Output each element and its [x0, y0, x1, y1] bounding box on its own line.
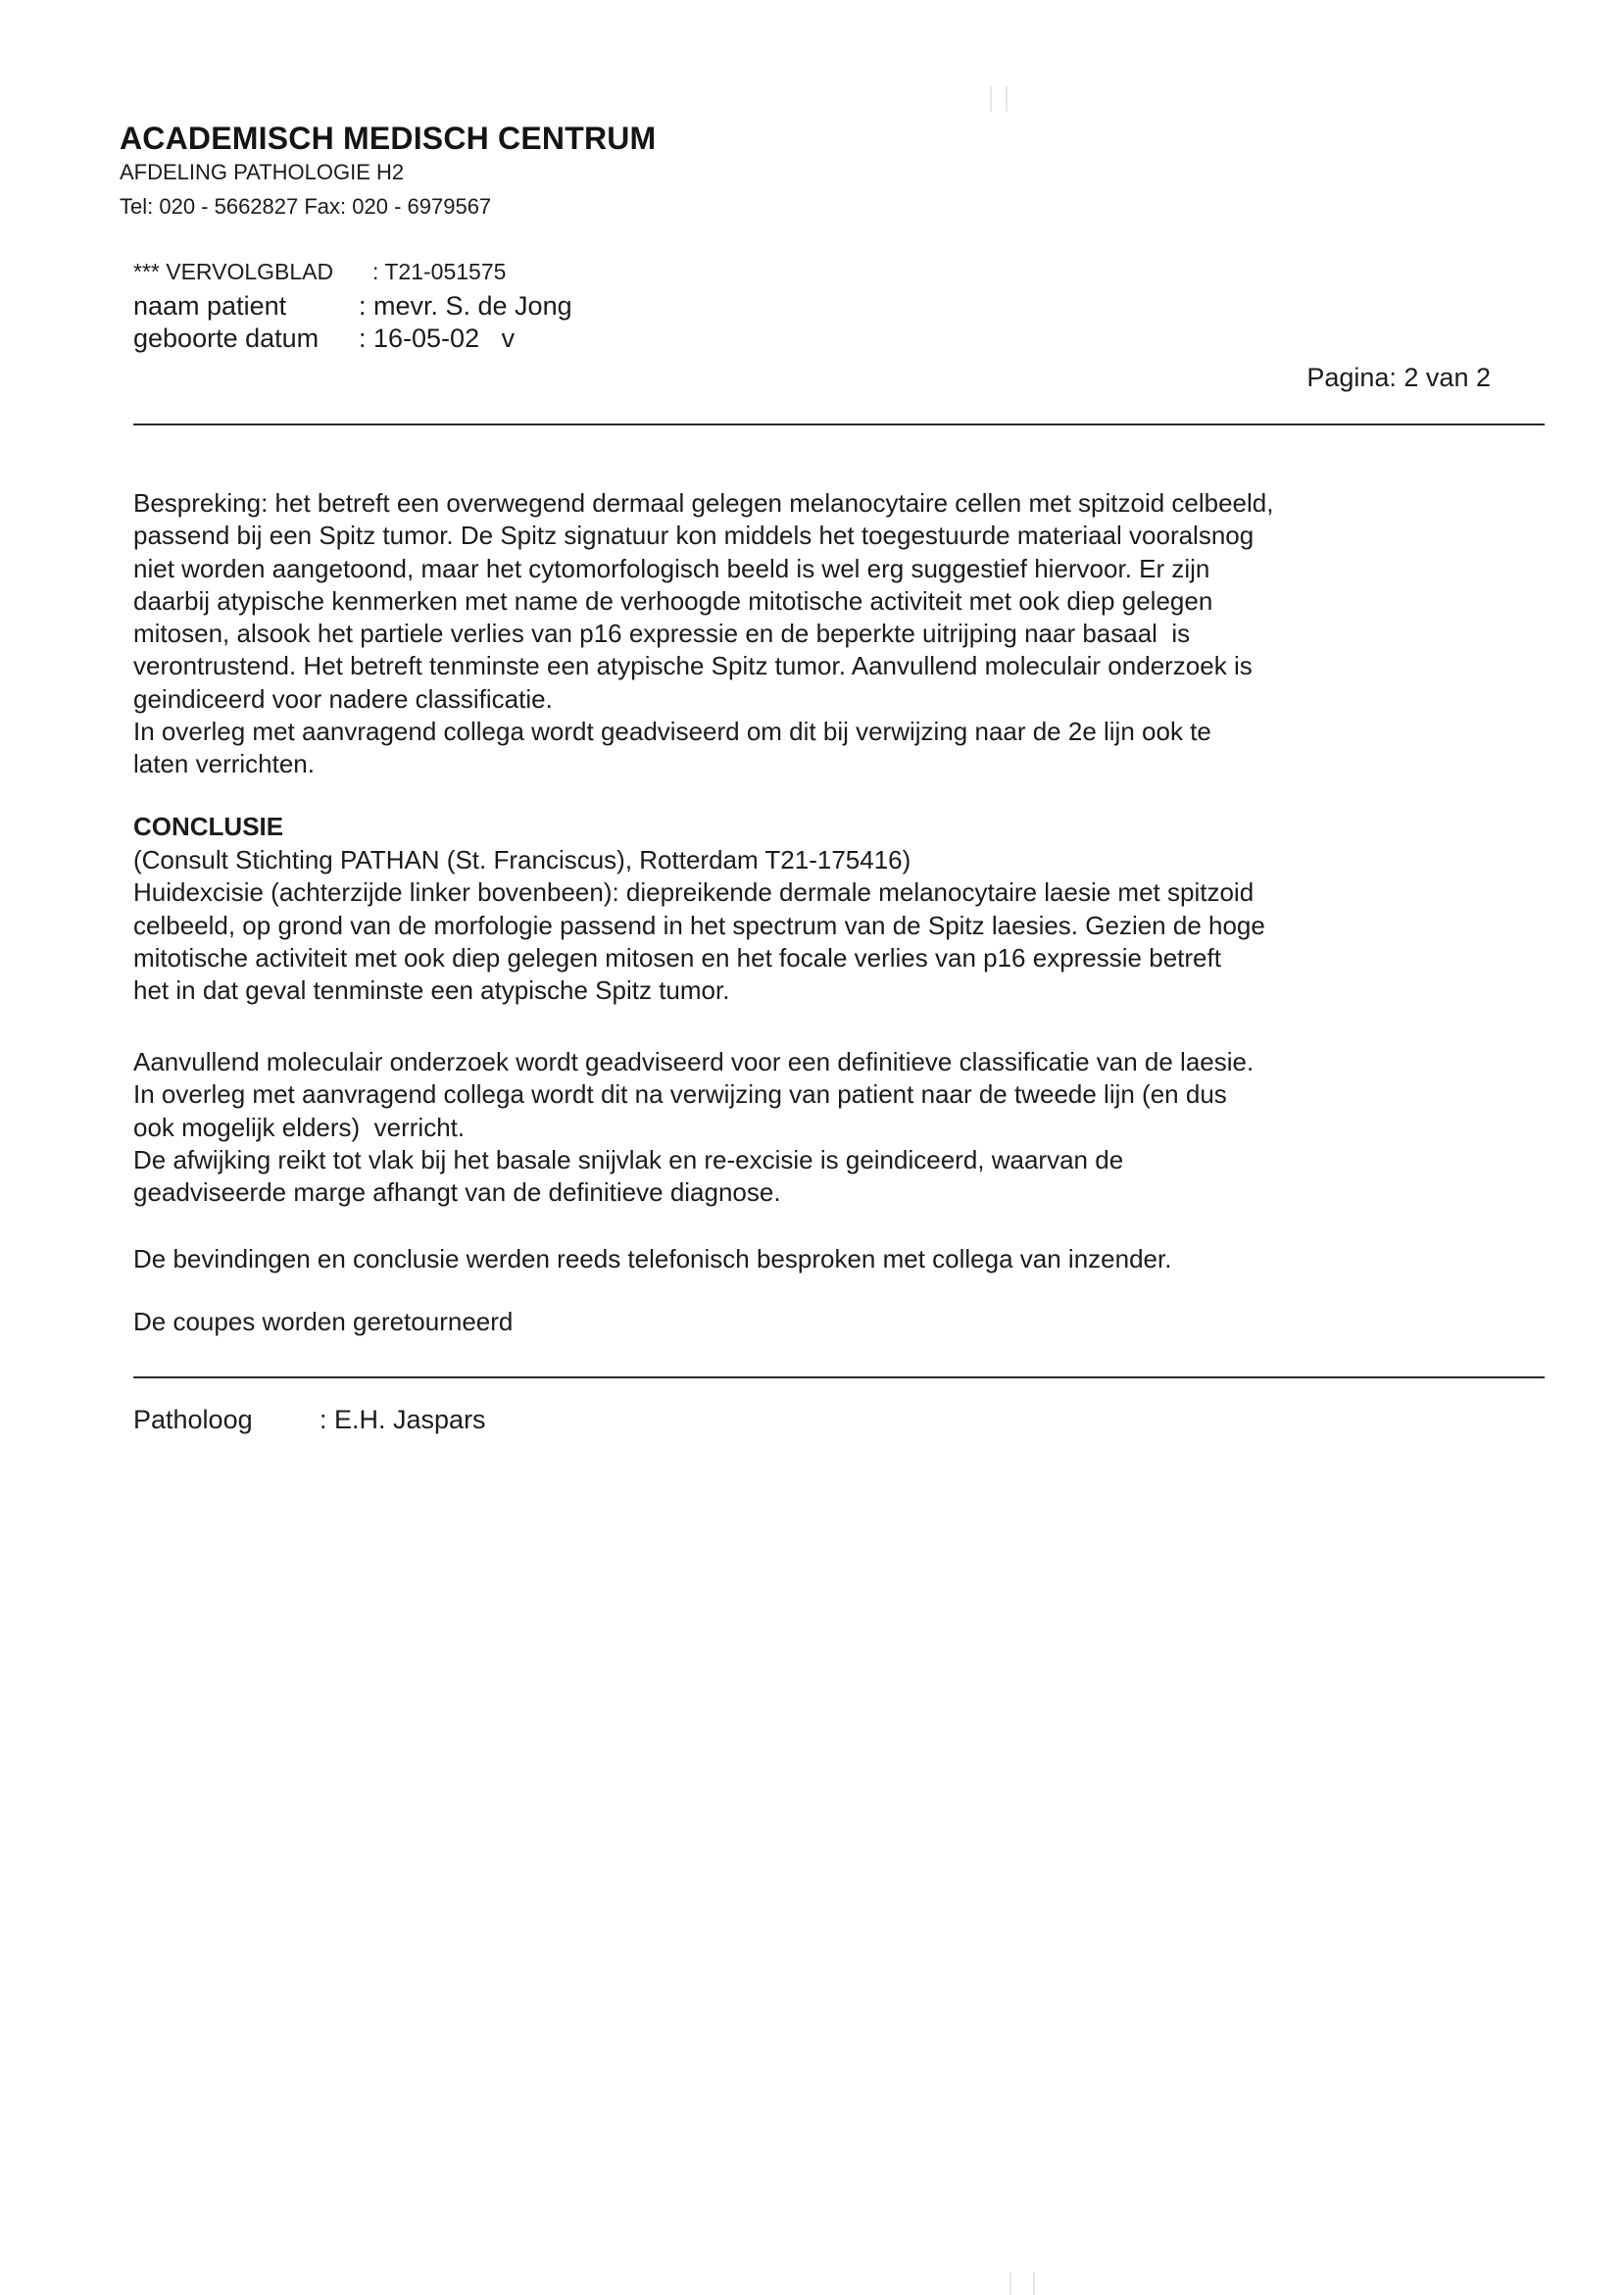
text-line: geindiceerd voor nadere classificatie.: [133, 683, 553, 714]
text-line: laten verrichten.: [133, 749, 315, 779]
text-line: passend bij een Spitz tumor. De Spitz signatuur kon middels het toegestuurde materiaal vooralsnog: [133, 521, 1255, 551]
coupes-line: [133, 1306, 1564, 1338]
text-line: Huidexcisie (achterzijde linker bovenbeen): diepreikende dermale melanocytaire laesie met spitzoid: [133, 877, 1255, 908]
text-line: niet worden aangetoond, maar het cytomorfologisch beeld is wel erg suggestief hiervoor. Er zijn: [133, 553, 1210, 583]
divider-top: [133, 424, 1545, 425]
organization-name: ACADEMISCH MEDISCH CENTRUM: [120, 121, 657, 156]
text-line: Aanvullend moleculair onderzoek wordt geadviseerd voor een definitieve classificatie van de laesie.: [133, 1047, 1255, 1076]
text-line: Bespreking: het betreft een overwegend dermaal gelegen melanocytaire cellen met spitzoid celbeeld,: [133, 488, 1274, 518]
pathologist-value: : E.H. Jaspars: [320, 1405, 486, 1434]
department-name: AFDELING PATHOLOGIE H2: [120, 160, 405, 184]
birth-date-label: geboorte datum: [133, 324, 320, 353]
text-line: De bevindingen en conclusie werden reeds telefonisch besproken met collega van inzender.: [133, 1244, 1172, 1273]
scan-mark: [1006, 86, 1008, 112]
vervolgblad-label: *** VERVOLGBLAD: [133, 259, 334, 284]
advies-paragraph: [133, 1046, 1564, 1209]
vervolgblad-row: [133, 259, 507, 285]
text-line: De afwijking reikt tot vlak bij het basale snijvlak en re-excisie is geindiceerd, waarvan de: [133, 1144, 1124, 1174]
text-line: De coupes worden geretourneerd: [133, 1307, 514, 1336]
scan-mark: [1033, 2272, 1035, 2295]
conclusie-heading: CONCLUSIE: [133, 812, 284, 841]
text-line: In overleg met aanvragend collega wordt dit na verwijzing van patient naar de tweede lijn (en dus: [133, 1079, 1227, 1110]
birth-date-row: [133, 324, 516, 354]
bespreking-paragraph: [133, 487, 1564, 781]
text-line: mitosen, alsook het partiele verlies van p16 expressie en de beperkte uitrijping naar basaal is: [133, 619, 1191, 649]
patient-name-label: naam patient: [133, 291, 287, 321]
vervolgblad-value: : T21-051575: [372, 259, 507, 284]
pathologist-row: [133, 1405, 486, 1435]
text-line: verontrustend. Het betreft tenminste een atypische Spitz tumor. Aanvullend moleculair onderzoek is: [133, 651, 1253, 681]
page-indicator: Pagina: 2 van 2: [1306, 363, 1491, 392]
text-line: (Consult Stichting PATHAN (St. Franciscus), Rotterdam T21-175416): [133, 845, 911, 874]
contact-line: Tel: 020 - 5662827 Fax: 020 - 6979567: [120, 194, 492, 219]
text-line: mitotische activiteit met ook diep gelegen mitosen en het focale verlies van p16 expressie betreft: [133, 942, 1221, 973]
patient-name-row: [133, 291, 572, 322]
text-line: In overleg met aanvragend collega wordt geadviseerd om dit bij verwijzing naar de 2e lijn ook te: [133, 717, 1211, 747]
bevindingen-line: [133, 1243, 1564, 1275]
conclusie-paragraph: [133, 844, 1564, 1007]
patient-name-value: : mevr. S. de Jong: [359, 291, 572, 321]
birth-date-value: : 16-05-02 v: [359, 324, 516, 353]
text-line: geadviseerde marge afhangt van de definitieve diagnose.: [133, 1177, 781, 1208]
text-line: daarbij atypische kenmerken met name de verhoogde mitotische activiteit met ook diep gelegen: [133, 585, 1213, 616]
scan-mark: [990, 86, 992, 112]
scan-mark: [1009, 2272, 1011, 2295]
text-line: het in dat geval tenminste een atypische Spitz tumor.: [133, 975, 730, 1006]
text-line: ook mogelijk elders) verricht.: [133, 1112, 466, 1142]
divider-bottom: [133, 1376, 1545, 1378]
text-line: celbeeld, op grond van de morfologie passend in het spectrum van de Spitz laesies. Gezien de hoge: [133, 910, 1265, 940]
pathologist-label: Patholoog: [133, 1405, 253, 1434]
